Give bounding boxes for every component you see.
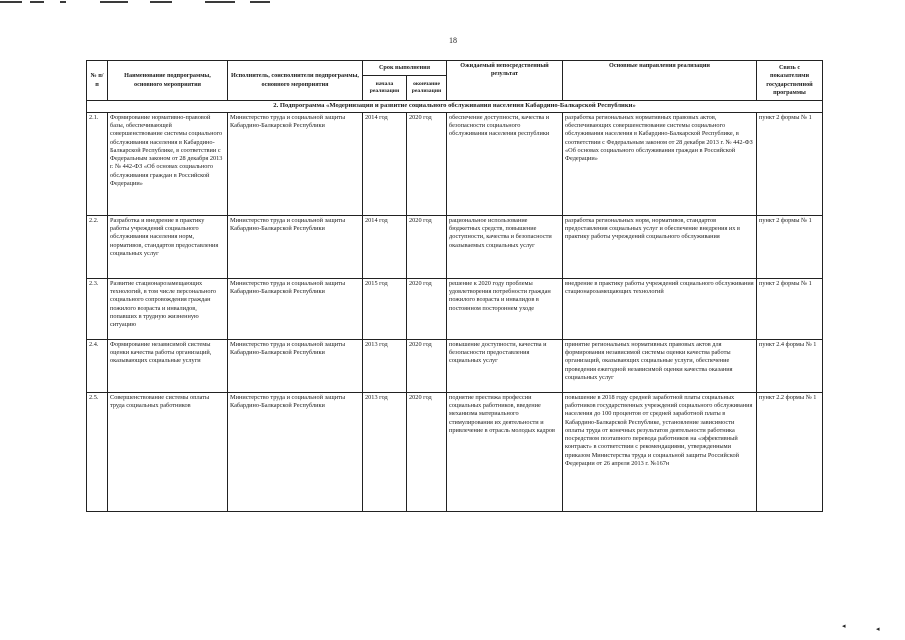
header-link: Связь с показателями государственной программы (757, 61, 823, 101)
row-link: пункт 2.2 формы № 1 (757, 392, 823, 511)
row-num: 2.4. (87, 339, 108, 392)
header-num: № п/п (87, 61, 108, 101)
table-row (87, 278, 823, 339)
row-executor: Министерство труда и социальной защиты Кабардино-Балкарской Республики (228, 392, 363, 511)
row-directions: повышение в 2018 году средней заработной платы социальных работников государственных учреждений социального обслуживания населения до 100 процентов от средней заработной платы в Кабардино-Балкарской Республике, установление зависимости оплаты труда от конечных результатов деятельности работника посредством поэтапного перевода работников на «эффективный контракт» в соответствии с рекомендациями, утвержденными приказом Министерства труда и социальной защиты Российской Федерации от 26 апреля 2013 г. №167н (563, 392, 757, 511)
row-name: Формирование независимой системы оценки качества работы организаций, оказывающих социальные услуги (108, 339, 228, 392)
row-name: Разработка и внедрение в практику работы учреждений социального обслуживания населения норм, нормативов, стандартов предоставления социальных услуг (108, 215, 228, 278)
scan-artifact-mark: ◂ (876, 625, 880, 633)
row-executor: Министерство труда и социальной защиты Кабардино-Балкарской Республики (228, 278, 363, 339)
row-directions: внедрение в практику работы учреждений социального обслуживания стационарозамещающих технологий (563, 278, 757, 339)
scan-artifact-mark: ◂ (842, 622, 846, 630)
header-term: Срок выполнения (363, 61, 447, 76)
row-start: 2013 год (363, 392, 407, 511)
section-row (87, 101, 823, 113)
row-num: 2.1. (87, 112, 108, 215)
row-end: 2020 год (407, 339, 447, 392)
header-start: начала реализации (363, 76, 407, 101)
scan-top-marks (0, 0, 280, 6)
row-name: Совершенствование системы оплаты труда социальных работников (108, 392, 228, 511)
header-result: Ожидаемый непосредственный результат (447, 61, 563, 101)
row-link: пункт 2.4 формы № 1 (757, 339, 823, 392)
row-directions: разработка региональных норм, нормативов, стандартов предоставления социальных услуг и обеспечение внедрения их в практику работы учреждений социального обслуживания (563, 215, 757, 278)
row-executor: Министерство труда и социальной защиты Кабардино-Балкарской Республики (228, 215, 363, 278)
row-result: поднятие престижа профессии социальных работников, введение механизма материального стимулирования их деятельности и привлечение в отрасль молодых кадров (447, 392, 563, 511)
row-name: Формирование нормативно-правовой базы, обеспечивающей совершенствование системы социального обслуживания населения в Кабардино-Балкарской Республике, в соответствии с Федеральным законом от 28 декабря 2013 г. № 442-ФЗ «Об основах социального обслуживания граждан в Российской Федерации» (108, 112, 228, 215)
row-end: 2020 год (407, 278, 447, 339)
row-start: 2015 год (363, 278, 407, 339)
row-link: пункт 2 формы № 1 (757, 215, 823, 278)
row-start: 2014 год (363, 215, 407, 278)
table-row (87, 112, 823, 215)
row-num: 2.3. (87, 278, 108, 339)
row-link: пункт 2 формы № 1 (757, 278, 823, 339)
row-directions: разработка региональных нормативных правовых актов, обеспечивающих совершенствование системы социального обслуживания населения в Кабардино-Балкарской Республике, в соответствии с Федеральным законом от 28 декабря 2013 г. № 442-ФЗ «Об основах социального обслуживания граждан в Российской Федерации» (563, 112, 757, 215)
row-name: Развитие стационарозамещающих технологий, в том числе персонального социального сопровождения граждан пожилого возраста и инвалидов, попавших в трудную жизненную ситуацию (108, 278, 228, 339)
program-table (86, 60, 823, 512)
table-row (87, 215, 823, 278)
header-executor: Исполнитель, соисполнители подпрограммы, основного мероприятия (228, 61, 363, 101)
row-link: пункт 2 формы № 1 (757, 112, 823, 215)
table-row (87, 392, 823, 511)
row-result: рациональное использование бюджетных средств, повышение доступности, качества и безопасности оказываемых социальных услуг (447, 215, 563, 278)
row-directions: принятие региональных нормативных правовых актов для формирования независимой системы оценки качества работы организаций, оказывающих социальные услуги, обеспечение проведения ежегодной независимой оценки качества оказания социальных услуг (563, 339, 757, 392)
row-end: 2020 год (407, 112, 447, 215)
section-title: 2. Подпрограмма «Модернизация и развитие социального обслуживания населения Кабардино-Балкарской Республики» (87, 101, 823, 113)
row-end: 2020 год (407, 215, 447, 278)
row-num: 2.2. (87, 215, 108, 278)
header-end: окончание реализации (407, 76, 447, 101)
row-result: решение к 2020 году проблемы удовлетворения потребности граждан пожилого возраста и инвалидов в постоянном постороннем уходе (447, 278, 563, 339)
table-row (87, 339, 823, 392)
row-start: 2014 год (363, 112, 407, 215)
row-result: обеспечение доступности, качества и безопасности социального обслуживания населения республики (447, 112, 563, 215)
header-name: Наименование подпрограммы, основного мероприятия (108, 61, 228, 101)
row-end: 2020 год (407, 392, 447, 511)
header-directions: Основные направления реализации (563, 61, 757, 101)
row-result: повышение доступности, качества и безопасности предоставления социальных услуг (447, 339, 563, 392)
row-num: 2.5. (87, 392, 108, 511)
row-start: 2013 год (363, 339, 407, 392)
header-row (87, 61, 823, 76)
row-executor: Министерство труда и социальной защиты Кабардино-Балкарской Республики (228, 339, 363, 392)
row-executor: Министерство труда и социальной защиты Кабардино-Балкарской Республики (228, 112, 363, 215)
page-number: 18 (449, 36, 457, 45)
